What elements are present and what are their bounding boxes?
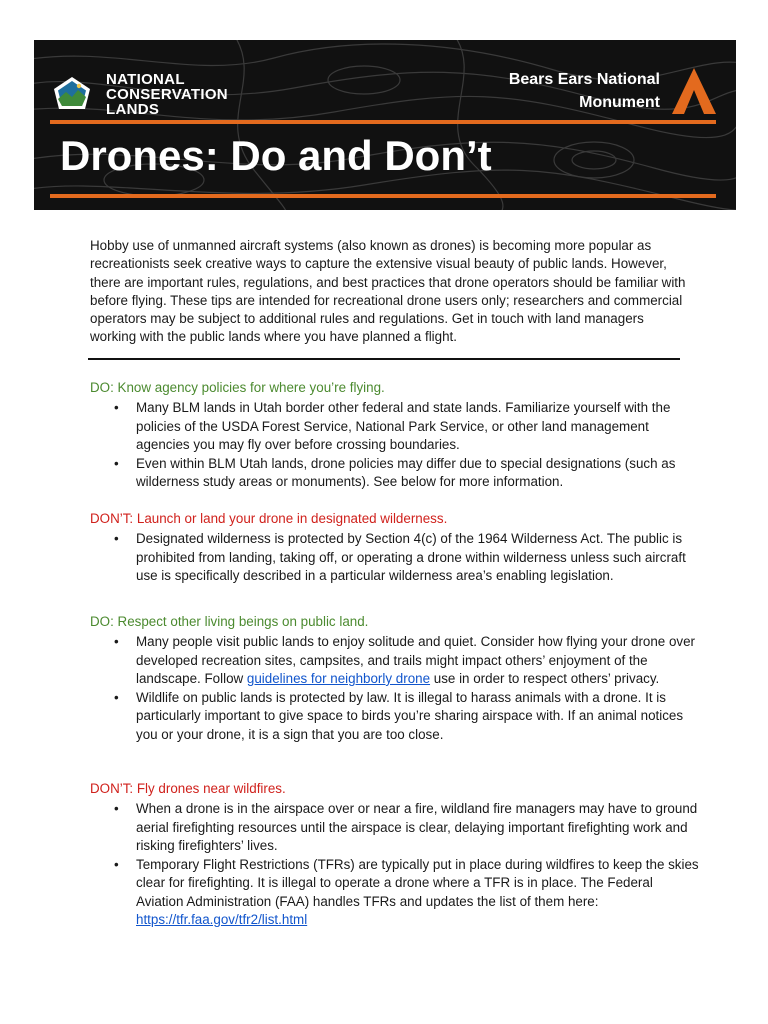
header-banner [34, 40, 736, 210]
list-item-text: Many people visit public lands to enjoy solitude and quiet. Consider how flying your drone over developed recreation sites, campsites, and trails might impact others’ enjoyment of the landscape. Follow [136, 634, 696, 686]
list-item-text: Designated wilderness is protected by Section 4(c) of the 1964 Wilderness Act. The public is prohibited from landing, taking off, or operating a drone within wilderness unless such aircraft use is specifically described in a particular wilderness area’s enabling legislation. [136, 531, 686, 583]
monument-line-1: Bears Ears National [508, 71, 660, 88]
bullet: • [114, 456, 119, 472]
bears-ears-logo-icon [670, 66, 718, 116]
list-item-text: Even within BLM Utah lands, drone policies may differ due to special designations (such as wilderness study areas or monuments). See below for more information. [136, 456, 676, 490]
section-know-policies [90, 379, 700, 493]
bullet: • [114, 531, 119, 547]
list-item-text: When a drone is in the airspace over or near a fire, wildland fire managers may have to ground aerial firefighting resources until the airspace is clear, delaying important firefighting work and risking firefighters’ lives. [136, 801, 698, 853]
logo-line-3: LANDS [106, 101, 160, 118]
ncl-logo [52, 72, 228, 117]
intro-paragraph: Hobby use of unmanned aircraft systems (also known as drones) is becoming more popular as recreationists seek creative ways to capture the extensive visual beauty of public lands. However, there are important rules, regulations, and best practices that drone operators should be familiar with before flying. These tips are intended for recreational drone users only; researchers and commercial operators may be subject to additional rules and regulations. Get in touch with land managers working with the public lands where you have planned a flight. [90, 238, 686, 345]
neighborly-drone-link[interactable]: guidelines for neighborly drone [246, 670, 431, 686]
page-title: Drones: Do and Don’t [60, 132, 492, 179]
list-item [90, 856, 700, 929]
section-heading: DO: Respect other living beings on public land. [90, 614, 369, 629]
list-item [90, 689, 700, 744]
list-item [90, 800, 700, 855]
monument-line-2: Monument [579, 94, 660, 111]
list-item [90, 399, 700, 454]
logo-line-1: NATIONAL [106, 71, 185, 88]
bullet: • [114, 801, 119, 817]
section-respect-living-beings [90, 613, 700, 745]
list-item [90, 530, 700, 585]
bullet: • [114, 857, 119, 873]
list-item-text: use in order to respect others’ privacy. [430, 670, 660, 686]
monument-name [509, 68, 660, 114]
divider [88, 358, 680, 360]
bullet: • [114, 634, 119, 650]
bullet: • [114, 690, 119, 706]
section-heading: DON’T: Fly drones near wildfires. [90, 781, 286, 796]
section-wildfires [90, 780, 700, 930]
list-item-text: Temporary Flight Restrictions (TFRs) are typically put in place during wildfires to keep the skies clear for firefighting. It is illegal to operate a drone where a TFR is in place. The Federal Aviation Administration (FAA) handles TFRs and updates the list of them here: [136, 857, 699, 909]
list-item-text: Wildlife on public lands is protected by law. It is illegal to harass animals with a drone. It is particularly important to give space to birds you’re sharing airspace with. If an animal notices you or your drone, it is a sign that you are too close. [136, 690, 684, 742]
accent-bar-top [50, 120, 716, 124]
accent-bar-bottom [50, 194, 716, 198]
blm-emblem-icon [52, 75, 92, 115]
list-item-text: Many BLM lands in Utah border other federal and state lands. Familiarize yourself with the policies of the USDA Forest Service, National Park Service, or other land management agencies you may fly over before crossing boundaries. [136, 400, 671, 452]
logo-line-2: CONSERVATION [106, 86, 228, 103]
section-heading: DON’T: Launch or land your drone in designated wilderness. [90, 511, 448, 526]
faa-tfr-link[interactable]: https://tfr.faa.gov/tfr2/list.html [136, 912, 308, 928]
section-heading: DO: Know agency policies for where you’re flying. [90, 380, 385, 395]
bullet: • [114, 400, 119, 416]
section-wilderness [90, 510, 700, 586]
topographic-pattern [34, 40, 736, 210]
list-item [90, 633, 700, 688]
list-item [90, 455, 700, 492]
